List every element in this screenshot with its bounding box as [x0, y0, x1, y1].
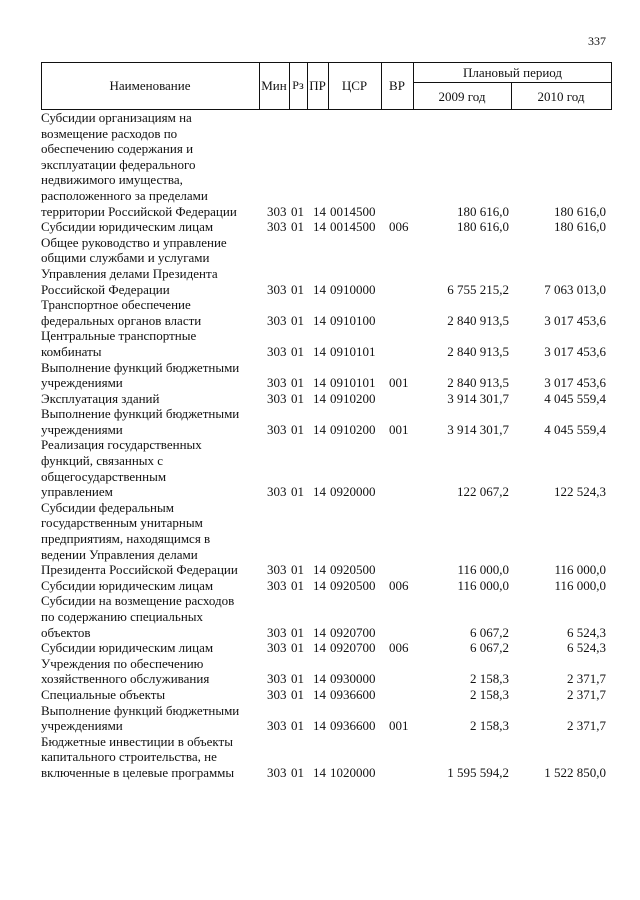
pr-code: 14	[313, 219, 326, 235]
value-2010: 3 017 453,6	[544, 312, 606, 328]
value-2010: 116 000,0	[554, 577, 606, 593]
header-csr: ЦСР	[341, 78, 368, 93]
table-row	[41, 235, 612, 297]
rz-code: 01	[291, 281, 304, 297]
rz-code: 01	[291, 219, 304, 235]
row-name: Эксплуатация зданий	[41, 390, 160, 406]
row-codes	[41, 578, 612, 594]
min-code: 303	[267, 390, 287, 406]
vr-code: 001	[389, 375, 409, 391]
value-2010: 3 017 453,6	[544, 375, 606, 391]
csr-code: 0920700	[330, 640, 376, 656]
min-code: 303	[267, 203, 287, 219]
csr-code: 0910101	[330, 375, 376, 391]
value-2010: 180 616,0	[554, 203, 606, 219]
rz-code: 01	[291, 421, 304, 437]
min-code: 303	[267, 671, 287, 687]
table-row	[41, 219, 612, 235]
csr-code: 0910200	[330, 421, 376, 437]
rz-code: 01	[291, 203, 304, 219]
csr-code: 0936600	[330, 686, 376, 702]
rz-code: 01	[291, 343, 304, 359]
table-row	[41, 360, 612, 391]
row-codes	[41, 204, 612, 220]
value-2009: 6 067,2	[470, 624, 509, 640]
vr-code: 006	[389, 640, 409, 656]
value-2009: 180 616,0	[457, 203, 509, 219]
value-2009: 2 158,3	[470, 718, 509, 734]
min-code: 303	[267, 219, 287, 235]
row-name: Субсидии юридическим лицам	[41, 640, 214, 656]
row-name: Реализация государственных функций, связанных с общегосударственным управлением	[41, 437, 202, 500]
csr-code: 1020000	[330, 764, 376, 780]
csr-code: 0920000	[330, 484, 376, 500]
row-codes	[41, 640, 612, 656]
value-2010: 180 616,0	[554, 219, 606, 235]
row-name: Субсидии юридическим лицам	[41, 219, 214, 235]
min-code: 303	[267, 312, 287, 328]
table-row	[41, 734, 612, 781]
row-name: Выполнение функций бюджетными учреждениями	[41, 702, 240, 734]
table-row	[41, 687, 612, 703]
csr-code: 0910100	[330, 312, 376, 328]
rz-code: 01	[291, 562, 304, 578]
pr-code: 14	[313, 640, 326, 656]
row-name: Бюджетные инвестиции в объекты капитального строительства, не включенные в целевые программы	[41, 733, 235, 780]
value-2010: 6 524,3	[567, 624, 606, 640]
pr-code: 14	[313, 421, 326, 437]
min-code: 303	[267, 718, 287, 734]
row-codes	[41, 375, 612, 391]
value-2009: 2 840 913,5	[447, 375, 509, 391]
table-row	[41, 593, 612, 640]
rz-code: 01	[291, 312, 304, 328]
row-codes	[41, 484, 612, 500]
table-row	[41, 640, 612, 656]
row-name: Центральные транспортные комбинаты	[41, 328, 197, 359]
table-row	[41, 110, 612, 219]
csr-code: 0920500	[330, 577, 376, 593]
header-vr: ВР	[389, 78, 405, 93]
header-plan-period: Плановый период	[462, 65, 563, 80]
csr-code: 0910200	[330, 390, 376, 406]
csr-code: 0930000	[330, 671, 376, 687]
row-name: Выполнение функций бюджетными учреждениями	[41, 359, 240, 391]
row-codes	[41, 718, 612, 734]
table-header	[41, 62, 612, 110]
min-code: 303	[267, 375, 287, 391]
row-codes	[41, 219, 612, 235]
csr-code: 0910000	[330, 281, 376, 297]
row-codes	[41, 687, 612, 703]
csr-code: 0014500	[330, 203, 376, 219]
row-codes	[41, 671, 612, 687]
min-code: 303	[267, 640, 287, 656]
value-2010: 4 045 559,4	[544, 390, 606, 406]
row-codes	[41, 765, 612, 781]
pr-code: 14	[313, 375, 326, 391]
pr-code: 14	[313, 764, 326, 780]
pr-code: 14	[313, 281, 326, 297]
table-row	[41, 703, 612, 734]
rz-code: 01	[291, 375, 304, 391]
table-row	[41, 500, 612, 578]
min-code: 303	[267, 686, 287, 702]
table-row	[41, 328, 612, 359]
vr-code: 001	[389, 421, 409, 437]
row-codes	[41, 313, 612, 329]
value-2009: 2 158,3	[470, 686, 509, 702]
row-name: Субсидии на возмещение расходов по содержанию специальных объектов	[41, 593, 235, 640]
value-2009: 6 755 215,2	[447, 281, 509, 297]
row-codes	[41, 625, 612, 641]
min-code: 303	[267, 343, 287, 359]
rz-code: 01	[291, 484, 304, 500]
vr-code: 006	[389, 219, 409, 235]
min-code: 303	[267, 562, 287, 578]
csr-code: 0936600	[330, 718, 376, 734]
min-code: 303	[267, 624, 287, 640]
value-2010: 4 045 559,4	[544, 421, 606, 437]
pr-code: 14	[313, 390, 326, 406]
header-pr: ПР	[309, 78, 326, 93]
min-code: 303	[267, 421, 287, 437]
rz-code: 01	[291, 686, 304, 702]
row-name: Общее руководство и управление общими службами и услугами Управления делами Президента Российской Федерации	[41, 234, 227, 297]
table-row	[41, 578, 612, 594]
pr-code: 14	[313, 312, 326, 328]
header-name: Наименование	[109, 78, 191, 93]
row-name: Субсидии федеральным государственным унитарным предприятиям, находящимся в ведении Управления делами Президента Российской Федерации	[41, 499, 238, 578]
value-2009: 3 914 301,7	[447, 390, 509, 406]
table-body	[41, 110, 612, 781]
value-2009: 180 616,0	[457, 219, 509, 235]
row-name: Субсидии организациям на возмещение расходов по обеспечению содержания и эксплуатации федерального недвижимого имущества, расположенного за пределами территории Российской Федерации	[41, 110, 237, 219]
min-code: 303	[267, 764, 287, 780]
pr-code: 14	[313, 686, 326, 702]
value-2009: 2 840 913,5	[447, 312, 509, 328]
csr-code: 0014500	[330, 219, 376, 235]
value-2010: 1 522 850,0	[544, 764, 606, 780]
rz-code: 01	[291, 671, 304, 687]
header-year-2010: 2010 год	[537, 89, 585, 104]
value-2010: 2 371,7	[567, 686, 606, 702]
header-rz: Рз	[292, 78, 304, 92]
value-2010: 2 371,7	[567, 718, 606, 734]
row-codes	[41, 391, 612, 407]
row-codes	[41, 282, 612, 298]
header-min: Мин	[261, 78, 287, 93]
value-2010: 2 371,7	[567, 671, 606, 687]
row-name: Специальные объекты	[41, 686, 166, 702]
header-year-2009: 2009 год	[438, 89, 486, 104]
pr-code: 14	[313, 484, 326, 500]
row-codes	[41, 422, 612, 438]
value-2010: 6 524,3	[567, 640, 606, 656]
row-name: Учреждения по обеспечению хозяйственного обслуживания	[41, 655, 210, 687]
pr-code: 14	[313, 624, 326, 640]
table-row	[41, 391, 612, 407]
rz-code: 01	[291, 764, 304, 780]
table-row	[41, 406, 612, 437]
table-row	[41, 297, 612, 328]
pr-code: 14	[313, 671, 326, 687]
row-codes	[41, 562, 612, 578]
pr-code: 14	[313, 203, 326, 219]
csr-code: 0910101	[330, 343, 376, 359]
value-2010: 116 000,0	[554, 562, 606, 578]
value-2009: 2 158,3	[470, 671, 509, 687]
rz-code: 01	[291, 640, 304, 656]
min-code: 303	[267, 577, 287, 593]
rz-code: 01	[291, 624, 304, 640]
min-code: 303	[267, 484, 287, 500]
min-code: 303	[267, 281, 287, 297]
table-row	[41, 656, 612, 687]
vr-code: 001	[389, 718, 409, 734]
value-2009: 122 067,2	[457, 484, 509, 500]
csr-code: 0920500	[330, 562, 376, 578]
pr-code: 14	[313, 577, 326, 593]
rz-code: 01	[291, 577, 304, 593]
row-name: Субсидии юридическим лицам	[41, 577, 214, 593]
vr-code: 006	[389, 577, 409, 593]
row-codes	[41, 344, 612, 360]
value-2010: 3 017 453,6	[544, 343, 606, 359]
value-2010: 7 063 013,0	[544, 281, 606, 297]
value-2010: 122 524,3	[554, 484, 606, 500]
rz-code: 01	[291, 718, 304, 734]
value-2009: 3 914 301,7	[447, 421, 509, 437]
pr-code: 14	[313, 718, 326, 734]
pr-code: 14	[313, 562, 326, 578]
row-name: Транспортное обеспечение федеральных органов власти	[41, 297, 202, 328]
value-2009: 116 000,0	[457, 577, 509, 593]
value-2009: 116 000,0	[457, 562, 509, 578]
csr-code: 0920700	[330, 624, 376, 640]
value-2009: 1 595 594,2	[447, 764, 509, 780]
page-number: 337	[588, 34, 606, 48]
rz-code: 01	[291, 390, 304, 406]
value-2009: 6 067,2	[470, 640, 509, 656]
value-2009: 2 840 913,5	[447, 343, 509, 359]
row-name: Выполнение функций бюджетными учреждениями	[41, 406, 240, 437]
pr-code: 14	[313, 343, 326, 359]
table-row	[41, 437, 612, 499]
